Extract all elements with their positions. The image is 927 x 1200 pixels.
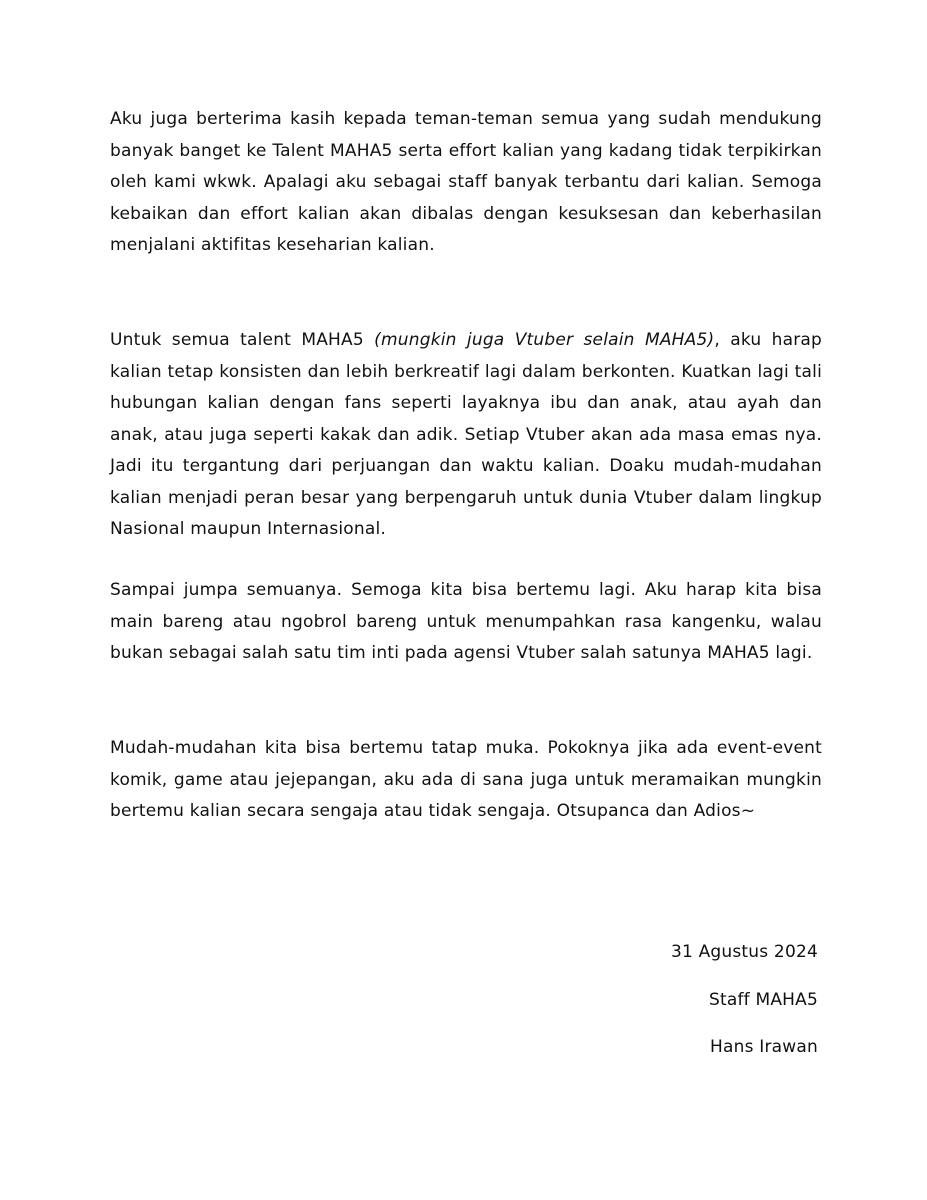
signature-name: Hans Irawan [710, 1037, 818, 1057]
signature-date: 31 Agustus 2024 [670, 942, 818, 962]
paragraph-talent-message-start: Untuk semua talent MAHA5 [110, 330, 375, 350]
paragraph-talent-message-end: , aku harap kalian tetap konsisten dan lebih berkreatif lagi dalam berkonten. Kuatkan lagi tali hubungan kalian dengan fans seperti layaknya ibu dan anak, atau ayah dan anak, atau juga seperti kakak dan adik. Setiap Vtuber akan ada masa emas nya. Jadi itu tergantung dari perjuangan dan waktu kalian. Doaku mudah-mudahan kalian menjadi peran besar yang berpengaruh untuk dunia Vtuber dalam lingkup Nasional maupun Internasional. [110, 330, 822, 539]
paragraph-talent-message-italic: (mungkin juga Vtuber selain MAHA5) [374, 330, 715, 350]
paragraph-meetup: Mudah-mudahan kita bisa bertemu tatap muka. Pokoknya jika ada event-event komik, game atau jejepangan, aku ada di sana juga untuk meramaikan mungkin bertemu kalian secara sengaja atau tidak sengaja. Otsupanca dan Adios~ [110, 738, 822, 821]
paragraph-thanks: Aku juga berterima kasih kepada teman-teman semua yang sudah mendukung banyak banget ke Talent MAHA5 serta effort kalian yang kadang tidak terpikirkan oleh kami wkwk. Apalagi aku sebagai staff banyak terbantu dari kalian. Semoga kebaikan dan effort kalian akan dibalas dengan kesuksesan dan keberhasilan menjalani aktifitas keseharian kalian. [110, 109, 822, 255]
paragraph-talent-message [110, 325, 822, 546]
signature-role: Staff MAHA5 [709, 990, 818, 1010]
paragraph-farewell: Sampai jumpa semuanya. Semoga kita bisa bertemu lagi. Aku harap kita bisa main bareng atau ngobrol bareng untuk menumpahkan rasa kangenku, walau bukan sebagai salah satu tim inti pada agensi Vtuber salah satunya MAHA5 lagi. [110, 580, 822, 663]
